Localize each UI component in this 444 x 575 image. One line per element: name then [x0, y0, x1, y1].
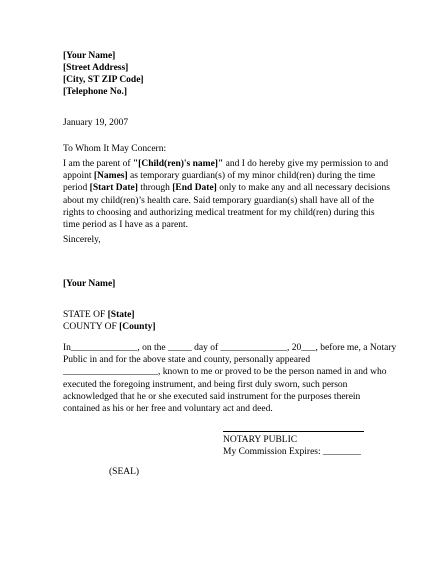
letter-date: January 19, 2007 — [63, 118, 129, 128]
start-date-field: [Start Date] — [89, 183, 138, 194]
seal-label: (SEAL) — [109, 467, 140, 477]
sender-street: [Street Address] — [63, 63, 129, 73]
state-line — [63, 309, 156, 321]
sender-name: [Your Name] — [63, 51, 116, 61]
state-field: [State] — [107, 310, 135, 320]
notary-title: NOTARY PUBLIC — [223, 435, 298, 445]
children-name-field: "[Child(ren)'s name]" — [132, 159, 224, 169]
signer-name: [Your Name] — [63, 279, 116, 289]
state-label: STATE OF — [63, 310, 108, 320]
guardian-names-field: [Names] — [93, 171, 128, 182]
venue-block — [63, 309, 156, 333]
body-text-5: only to make any and all necessary decisions about my child(ren)’s health care. Said temporary guardian(s) shall have all of the rights to choosing and authorizing medical treatment for my child(ren) during this time period as I have as a parent. — [63, 183, 390, 231]
end-date-field: [End Date] — [172, 183, 217, 194]
authorization-paragraph — [63, 158, 393, 231]
sender-address-block — [63, 50, 144, 98]
body-text-4: through — [137, 183, 173, 194]
body-text-2: and I do hereby give my permission to and appoint — [63, 159, 389, 182]
body-text-3: as temporary guardian(s) of my minor child(ren) during the time period — [63, 171, 376, 194]
commission-expires: My Commission Expires: ________ — [223, 447, 362, 457]
county-label: COUNTY OF — [63, 322, 120, 332]
sender-phone: [Telephone No.] — [63, 87, 128, 97]
closing: Sincerely, — [63, 235, 101, 245]
body-text-1: I am the parent of — [63, 159, 133, 169]
sender-city-line: [City, ST ZIP Code] — [63, 75, 144, 85]
salutation: To Whom It May Concern: — [63, 144, 167, 154]
notary-block — [223, 434, 361, 458]
notary-signature-line — [223, 431, 364, 432]
county-line — [63, 321, 156, 333]
notary-acknowledgment-paragraph: In______________, on the _____ day of ______________, 20___, before me, a Notary Public in and for the above state and county, personally appeared ____________________, known to me or proved to be the person named in and who executed the foregoing instrument, and being first duly sworn, such person acknowledged that he or she executed said instrument for the purposes therein contained as his or her free and voluntary act and deed. — [63, 343, 397, 415]
county-field: [County] — [119, 322, 156, 332]
